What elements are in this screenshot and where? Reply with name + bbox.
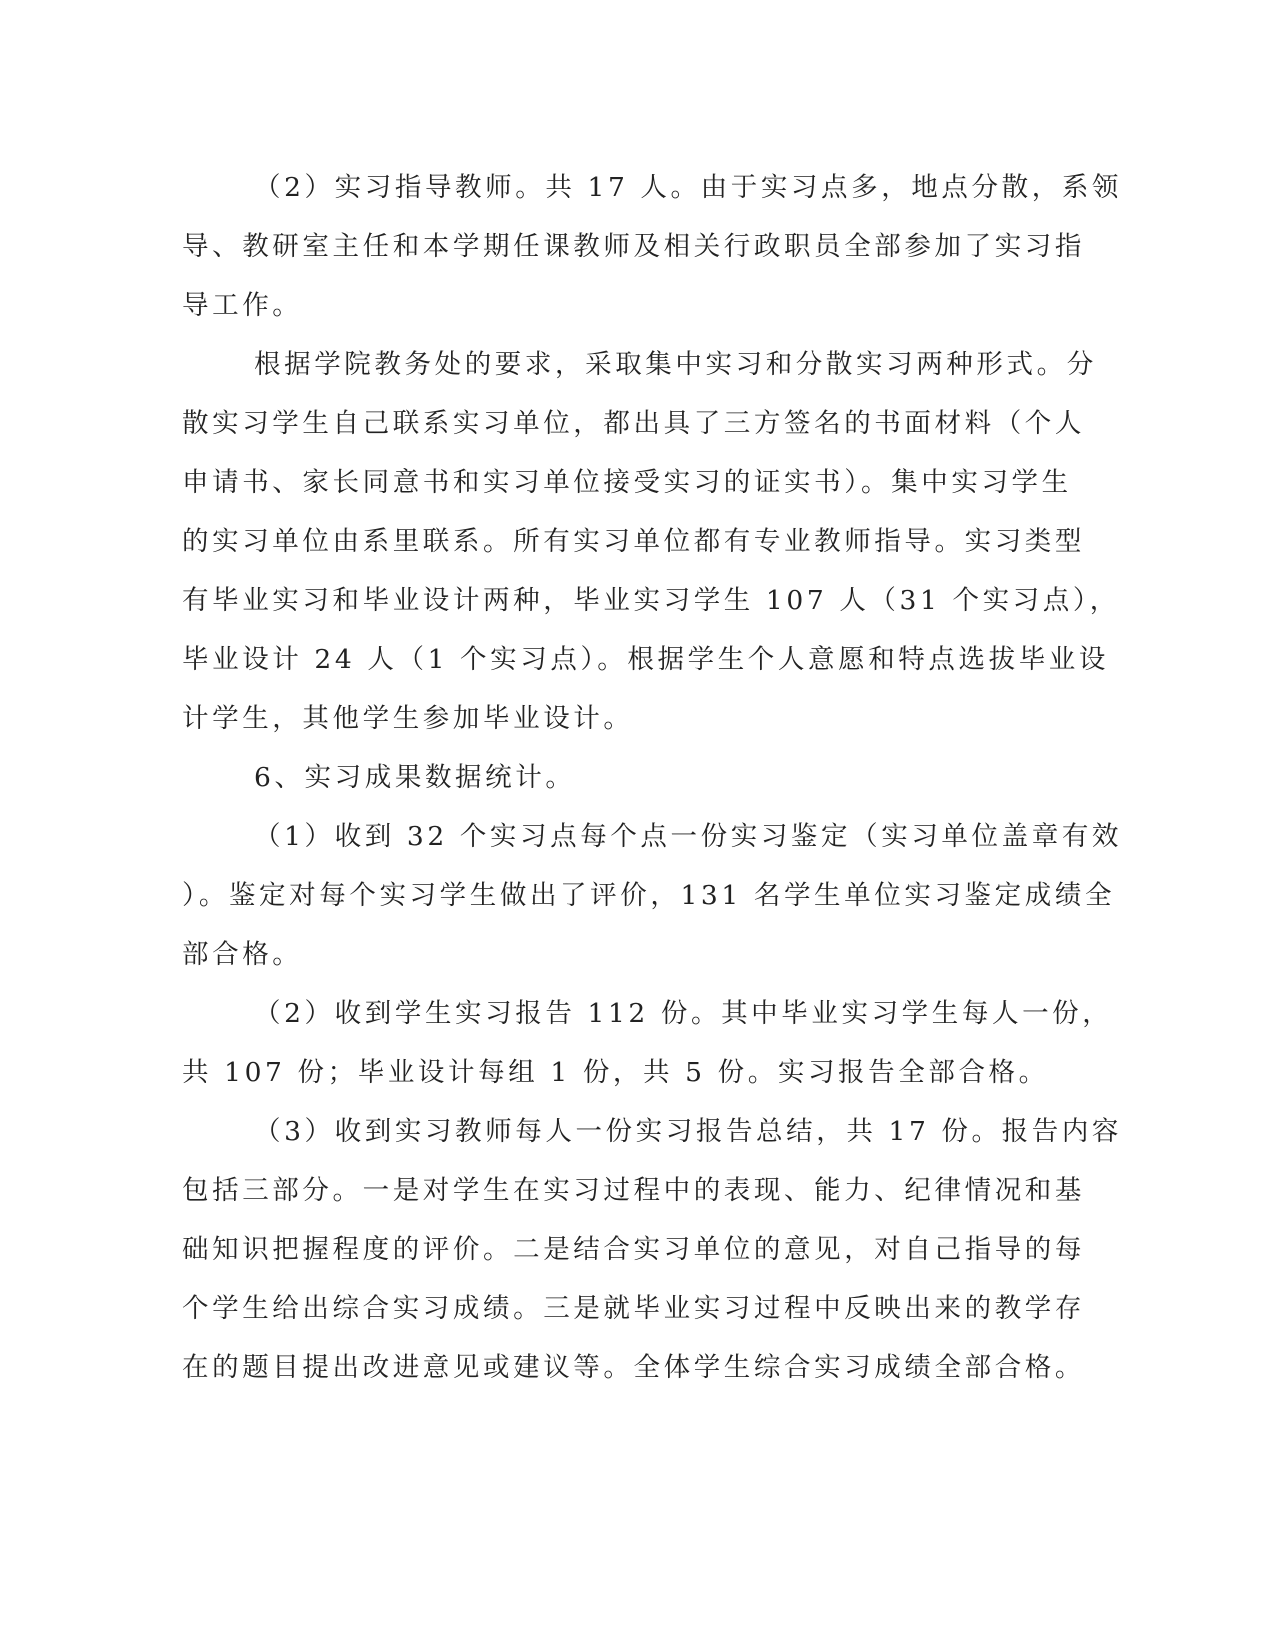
text-line: 的实习单位由系里联系。所有实习单位都有专业教师指导。实习类型 (182, 526, 1085, 557)
text-line: （2）收到学生实习报告 112 份。其中毕业实习学生每人一份， (254, 998, 1113, 1029)
text-line: 个学生给出综合实习成绩。三是就毕业实习过程中反映出来的教学存 (182, 1293, 1085, 1324)
text-line: 础知识把握程度的评价。二是结合实习单位的意见，对自己指导的每 (182, 1234, 1085, 1265)
text-line: （1）收到 32 个实习点每个点一份实习鉴定（实习单位盖章有效 (254, 821, 1123, 852)
text-line: 导、教研室主任和本学期任课教师及相关行政职员全部参加了实习指 (182, 231, 1085, 262)
text-line: 导工作。 (182, 290, 303, 321)
text-line: 有毕业实习和毕业设计两种，毕业实习学生 107 人（31 个实习点）， (182, 585, 1120, 616)
text-line: ）。鉴定对每个实习学生做出了评价，131 名学生单位实习鉴定成绩全 (182, 880, 1116, 911)
text-line: 共 107 份；毕业设计每组 1 份，共 5 份。实习报告全部合格。 (182, 1057, 1049, 1088)
text-line: 散实习学生自己联系实习单位，都出具了三方签名的书面材料（个人 (182, 408, 1085, 439)
text-line: 毕业设计 24 人（1 个实习点）。根据学生个人意愿和特点选拔毕业设 (182, 644, 1110, 675)
text-line: 计学生，其他学生参加毕业设计。 (182, 703, 634, 734)
document-body (182, 158, 1123, 1397)
text-line: （3）收到实习教师每人一份实习报告总结，共 17 份。报告内容 (254, 1116, 1123, 1147)
text-line: 包括三部分。一是对学生在实习过程中的表现、能力、纪律情况和基 (182, 1175, 1085, 1206)
text-line: 申请书、家长同意书和实习单位接受实习的证实书）。集中实习学生 (182, 467, 1072, 498)
text-line: 根据学院教务处的要求，采取集中实习和分散实习两种形式。分 (254, 349, 1097, 380)
text-line: （2）实习指导教师。共 17 人。由于实习点多，地点分散，系领 (254, 172, 1123, 203)
text-line: 部合格。 (182, 939, 303, 970)
text-line: 在的题目提出改进意见或建议等。全体学生综合实习成绩全部合格。 (182, 1352, 1085, 1383)
section-heading: 6、实习成果数据统计。 (254, 762, 576, 793)
